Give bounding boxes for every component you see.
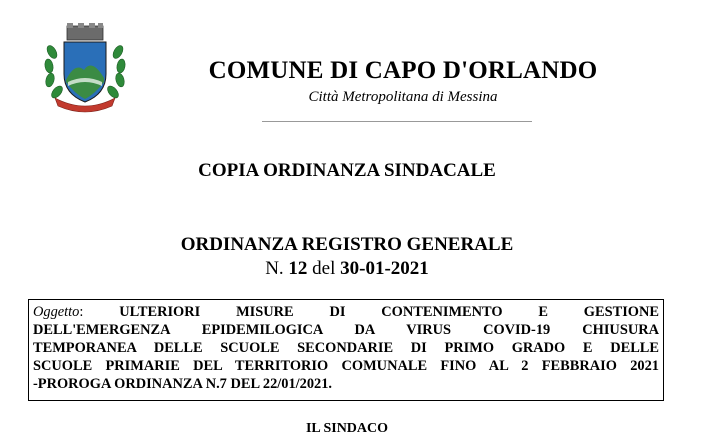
subject-box [28, 299, 664, 401]
subject-line [33, 303, 659, 321]
subject-line: TEMPORANEA DELLE SCUOLE SECONDARIE DI PRIMO GRADO E DELLE [33, 340, 659, 356]
ordinance-date: 30-01-2021 [340, 258, 429, 279]
registry-title: ORDINANZA REGISTRO GENERALE [180, 234, 514, 255]
subject-line: DELL'EMERGENZA EPIDEMILOGICA DA VIRUS COVID-19 CHIUSURA [33, 322, 659, 338]
subject-line: SCUOLE PRIMARIE DEL TERRITORIO COMUNALE FINO AL 2 FEBBRAIO 2021 [33, 358, 659, 374]
subject-label: Oggetto [33, 304, 80, 320]
number-prefix: N. [265, 258, 284, 279]
date-prefix: del [312, 258, 336, 279]
registry-number-line [0, 258, 694, 280]
municipal-coat-of-arms-icon [40, 22, 130, 114]
subject-line: -PROROGA ORDINANZA N.7 DEL 22/01/2021. [33, 376, 333, 392]
document-type: COPIA ORDINANZA SINDACALE [198, 160, 496, 181]
municipality-subtitle: Città Metropolitana di Messina [308, 89, 498, 105]
ordinance-number: 12 [288, 258, 308, 279]
subject-separator: : [79, 304, 84, 320]
subject-text: ULTERIORI MISURE DI CONTENIMENTO E GESTIONE [119, 304, 659, 320]
header-divider [262, 121, 532, 122]
signatory-heading: IL SINDACO [305, 421, 389, 436]
municipality-title: COMUNE DI CAPO D'ORLANDO [208, 57, 598, 84]
